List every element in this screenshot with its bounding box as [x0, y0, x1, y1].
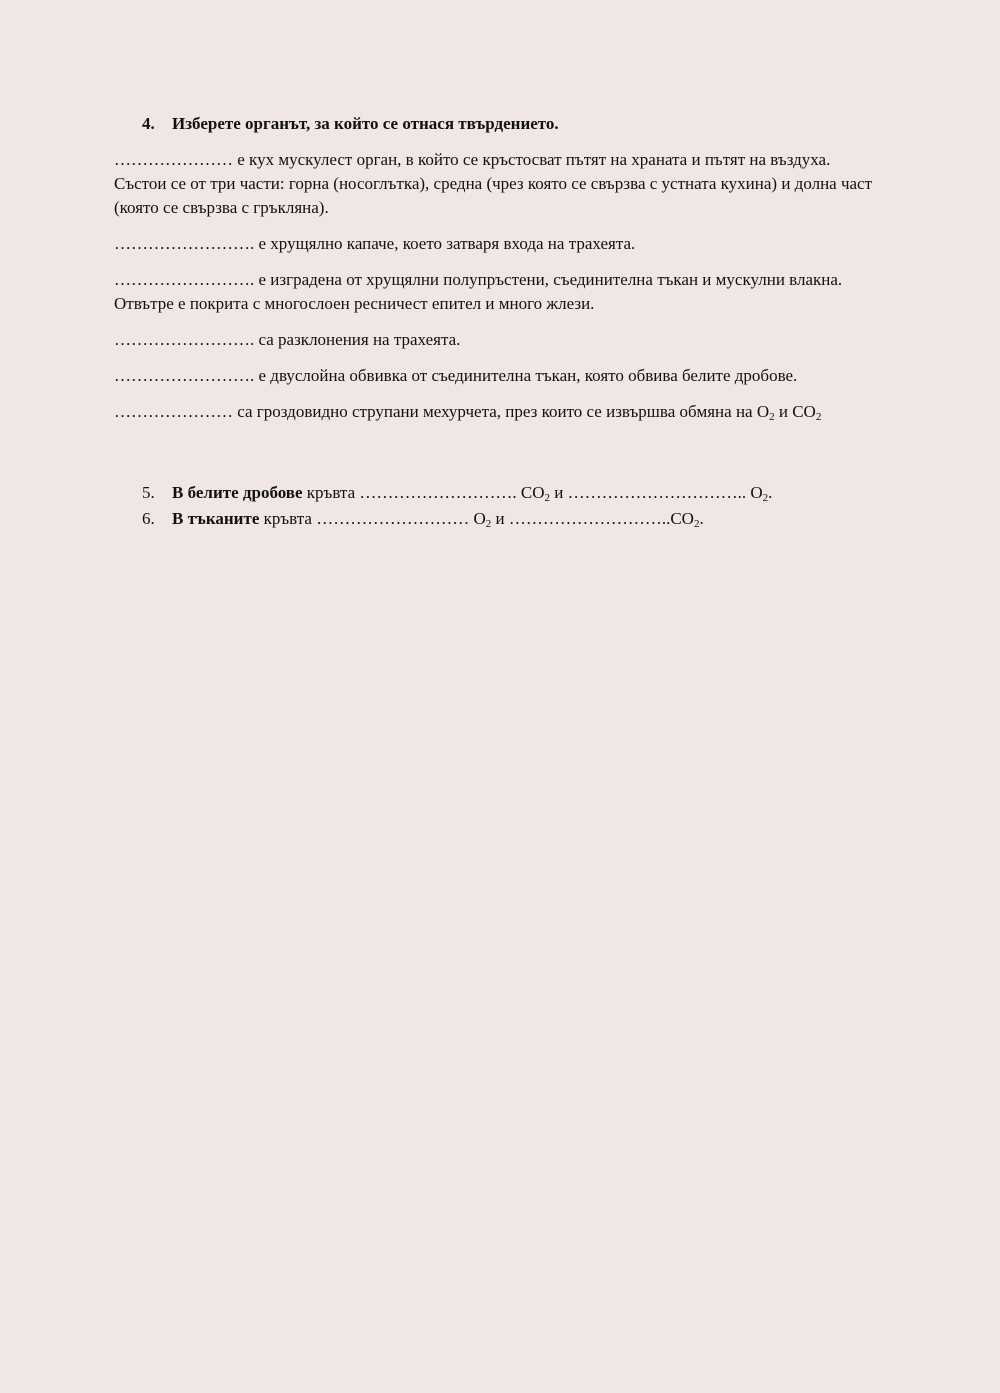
statement-text: са разклонения на трахеята.: [258, 330, 461, 349]
statement-1: [114, 148, 886, 220]
question-5-bold: В белите дробове: [172, 483, 303, 502]
statement-text: е двуслойна обвивка от съединителна тъкан, която обвива белите дробове.: [258, 366, 798, 385]
statement-2: [114, 232, 886, 256]
question-5-number: 5.: [142, 483, 155, 502]
subscript: 2: [769, 411, 775, 423]
subscript: 2: [693, 518, 700, 530]
statement-4: [114, 328, 886, 352]
question-4-title: Изберете органът, за който се отнася твърдението.: [172, 114, 559, 133]
answer-blank[interactable]: …………………….: [114, 330, 255, 349]
question-6-text: и ………………………..CO: [491, 509, 694, 528]
answer-blank[interactable]: …………………….: [114, 234, 255, 253]
spacer: [114, 438, 886, 481]
question-4-number: 4.: [142, 114, 155, 133]
question-6-text: кръвта ……………………… O: [259, 509, 486, 528]
question-5-text: .: [768, 483, 773, 502]
question-4-heading: [114, 112, 886, 136]
question-5-text: и ………………………….. O: [549, 483, 763, 502]
worksheet-page: [114, 112, 886, 533]
question-6-text: .: [699, 509, 704, 528]
question-6: [114, 507, 886, 533]
subscript: 2: [485, 518, 492, 530]
statement-text: са гроздовидно струпани мехурчета, през които се извършва обмяна на O: [237, 402, 770, 421]
subscript: 2: [815, 411, 822, 423]
answer-blank[interactable]: …………………….: [114, 366, 255, 385]
question-6-number: 6.: [142, 509, 155, 528]
statement-text: е кух мускулест орган, в който се кръстосват пътят на храната и пътят на въздуха. Състои се от три части: горна (носоглътка), средна (чрез която се свързва с устната кухина) и долна част (която се свързва с гръкляна).: [114, 150, 873, 217]
subscript: 2: [762, 492, 769, 504]
question-6-bold: В тъканите: [172, 509, 260, 528]
answer-blank[interactable]: …………………: [114, 150, 233, 169]
subscript: 2: [544, 492, 550, 504]
statement-6: [114, 400, 886, 426]
statement-text: и CO: [774, 402, 816, 421]
question-5: [114, 481, 886, 507]
statement-text: е изградена от хрущялни полупръстени, съединителна тъкан и мускулни влакна. Отвътре е покрита с многослоен ресничест епител и много жлези.: [114, 270, 843, 313]
answer-blank[interactable]: …………………….: [114, 270, 255, 289]
statement-3: [114, 268, 886, 316]
question-5-text: кръвта ………………………. CO: [302, 483, 545, 502]
statement-5: [114, 364, 886, 388]
answer-blank[interactable]: …………………: [114, 402, 233, 421]
statement-text: е хрущялно капаче, което затваря входа на трахеята.: [258, 234, 636, 253]
